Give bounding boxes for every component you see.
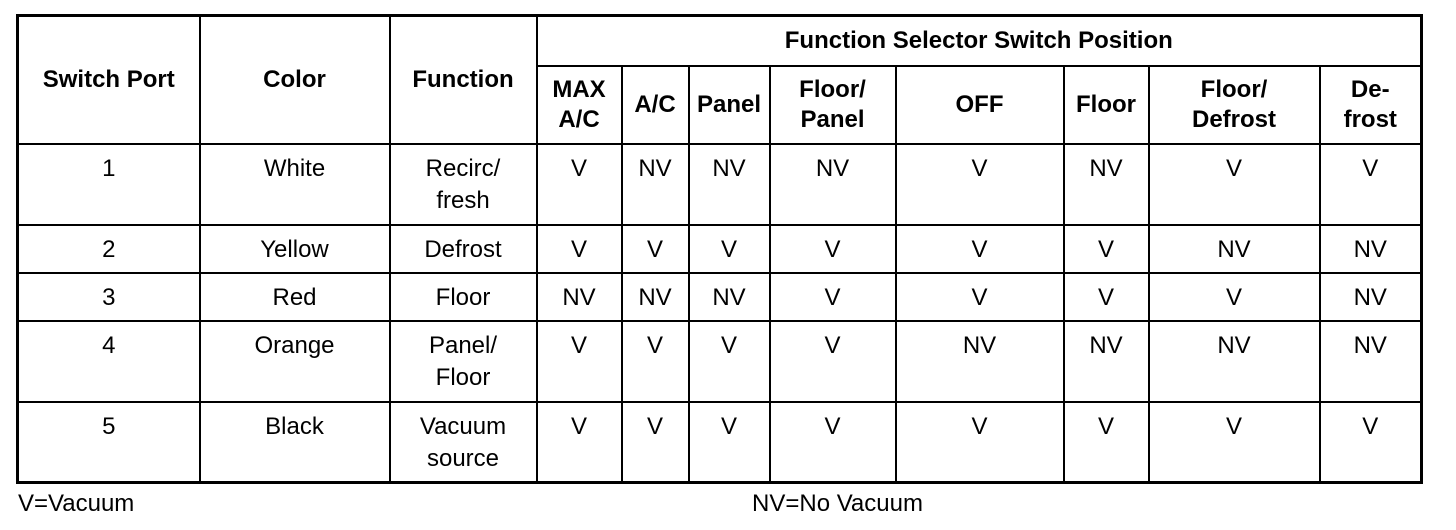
- cell-value: V: [689, 321, 770, 402]
- cell-value: NV: [689, 273, 770, 321]
- cell-value: V: [1320, 144, 1422, 225]
- table-row: [18, 144, 1422, 225]
- cell-value: V: [770, 225, 896, 273]
- table-row: [18, 321, 1422, 402]
- header-color: Color: [200, 16, 390, 145]
- cell-value: V: [1064, 273, 1149, 321]
- cell-value: V: [622, 321, 689, 402]
- cell-color: Black: [200, 402, 390, 483]
- cell-value: NV: [770, 144, 896, 225]
- cell-function: Vacuum source: [390, 402, 537, 483]
- switch-position-table-container: [16, 14, 1420, 484]
- cell-value: V: [1149, 402, 1320, 483]
- cell-value: NV: [622, 273, 689, 321]
- cell-function: Defrost: [390, 225, 537, 273]
- legend-no-vacuum: NV=No Vacuum: [752, 490, 923, 517]
- header-position-panel: Panel: [689, 66, 770, 144]
- header-position-ac: A/C: [622, 66, 689, 144]
- cell-value: V: [1320, 402, 1422, 483]
- cell-port: 4: [18, 321, 200, 402]
- cell-value: V: [896, 225, 1064, 273]
- cell-value: V: [770, 402, 896, 483]
- header-function: Function: [390, 16, 537, 145]
- cell-value: NV: [1320, 273, 1422, 321]
- legend-vacuum: V=Vacuum: [18, 490, 135, 517]
- cell-value: V: [770, 321, 896, 402]
- cell-value: V: [537, 321, 622, 402]
- header-switch-port: Switch Port: [18, 16, 200, 145]
- table-row: [18, 225, 1422, 273]
- cell-port: 2: [18, 225, 200, 273]
- header-position-defrost: De- frost: [1320, 66, 1422, 144]
- cell-value: V: [1064, 225, 1149, 273]
- cell-value: V: [537, 144, 622, 225]
- cell-color: Red: [200, 273, 390, 321]
- cell-value: V: [537, 402, 622, 483]
- cell-value: NV: [1320, 225, 1422, 273]
- header-position-floor-panel: Floor/ Panel: [770, 66, 896, 144]
- cell-value: V: [537, 225, 622, 273]
- cell-value: V: [689, 225, 770, 273]
- cell-value: NV: [1149, 225, 1320, 273]
- switch-position-table: [16, 14, 1423, 484]
- header-position-max-ac: MAX A/C: [537, 66, 622, 144]
- cell-value: V: [770, 273, 896, 321]
- cell-value: NV: [1064, 144, 1149, 225]
- cell-value: NV: [689, 144, 770, 225]
- cell-function: Panel/ Floor: [390, 321, 537, 402]
- header-function-selector-switch-position: Function Selector Switch Position: [537, 16, 1422, 67]
- cell-value: NV: [1149, 321, 1320, 402]
- cell-value: NV: [896, 321, 1064, 402]
- cell-value: V: [622, 402, 689, 483]
- table-row: [18, 402, 1422, 483]
- cell-color: Yellow: [200, 225, 390, 273]
- cell-value: V: [689, 402, 770, 483]
- cell-value: NV: [622, 144, 689, 225]
- header-position-floor: Floor: [1064, 66, 1149, 144]
- cell-value: V: [1149, 144, 1320, 225]
- cell-function: Recirc/ fresh: [390, 144, 537, 225]
- cell-value: NV: [1320, 321, 1422, 402]
- cell-port: 5: [18, 402, 200, 483]
- cell-port: 3: [18, 273, 200, 321]
- cell-value: V: [1149, 273, 1320, 321]
- cell-value: NV: [537, 273, 622, 321]
- cell-value: V: [896, 144, 1064, 225]
- cell-value: V: [896, 273, 1064, 321]
- cell-color: White: [200, 144, 390, 225]
- cell-port: 1: [18, 144, 200, 225]
- header-position-off: OFF: [896, 66, 1064, 144]
- cell-value: V: [896, 402, 1064, 483]
- cell-value: V: [622, 225, 689, 273]
- header-position-floor-defrost: Floor/ Defrost: [1149, 66, 1320, 144]
- table-row: [18, 273, 1422, 321]
- cell-color: Orange: [200, 321, 390, 402]
- cell-value: NV: [1064, 321, 1149, 402]
- cell-value: V: [1064, 402, 1149, 483]
- cell-function: Floor: [390, 273, 537, 321]
